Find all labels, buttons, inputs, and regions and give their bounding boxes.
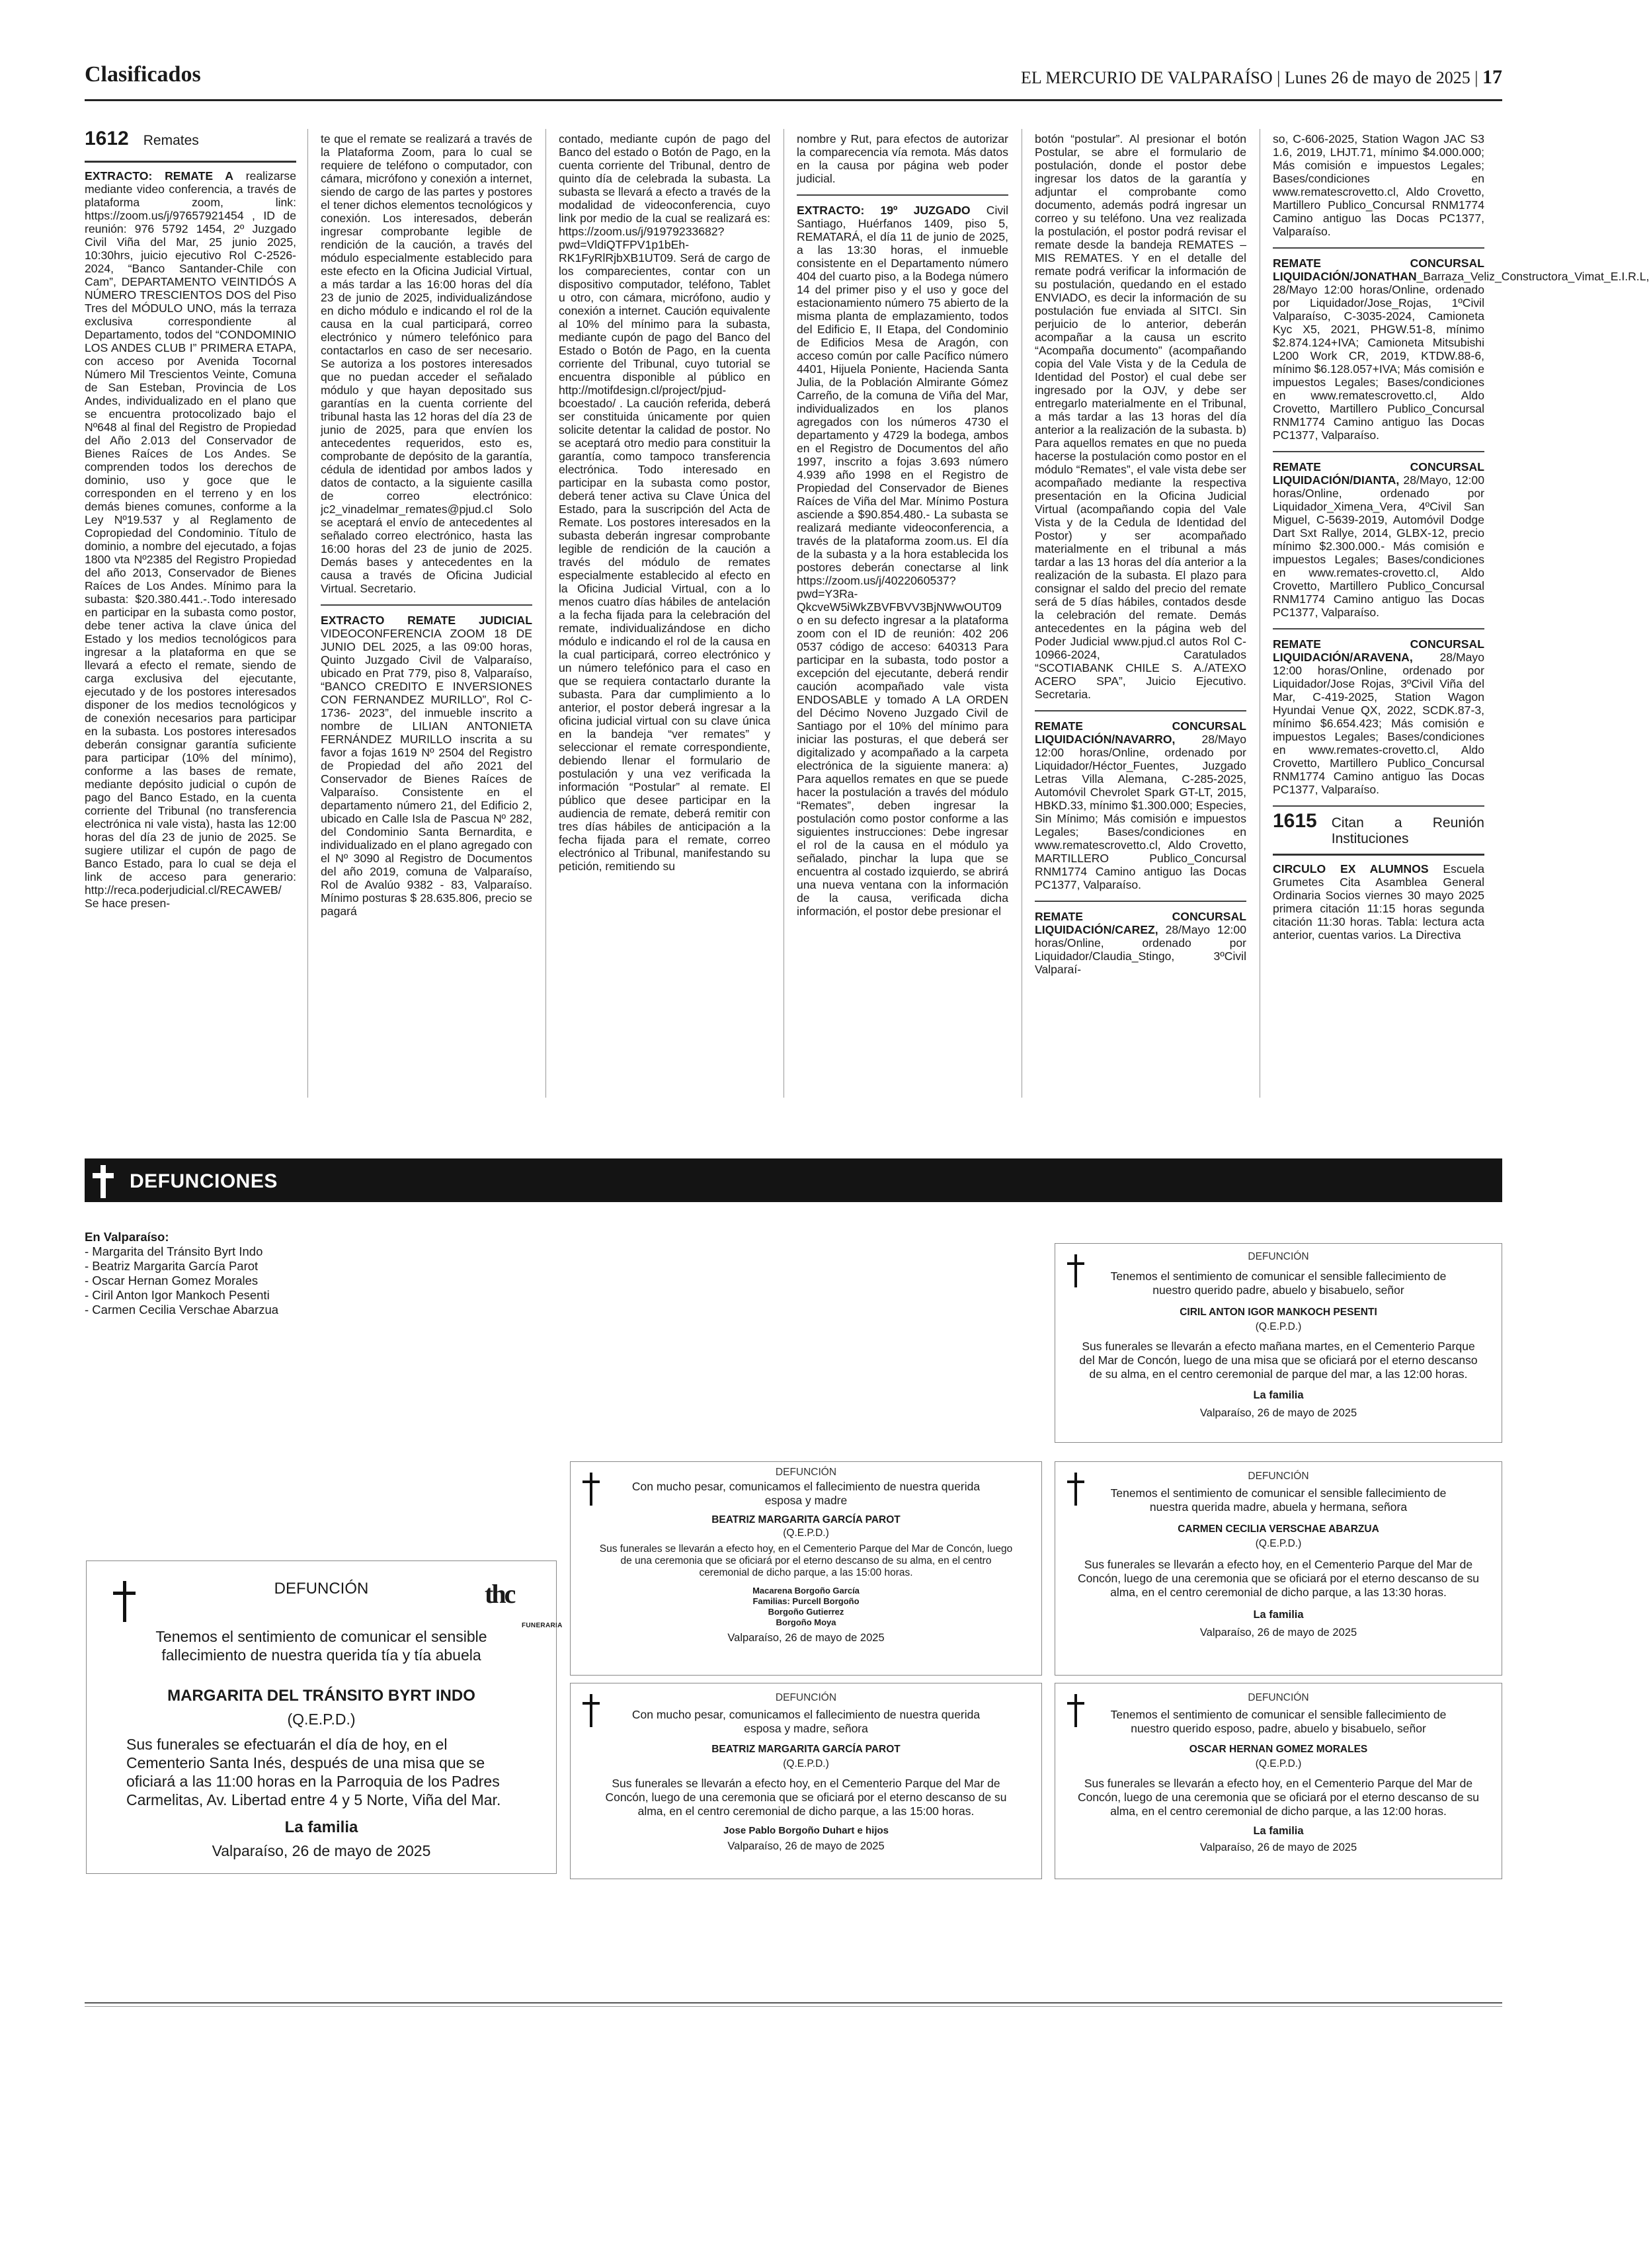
cross-icon xyxy=(583,1694,600,1727)
ad-separator xyxy=(1035,710,1246,711)
cross-icon xyxy=(90,1162,116,1199)
list-item: - Ciril Anton Igor Mankoch Pesenti xyxy=(85,1288,270,1302)
cross-icon xyxy=(583,1473,600,1506)
classified-ad xyxy=(559,132,770,873)
ad-separator xyxy=(1035,901,1246,902)
classified-ad xyxy=(1273,132,1484,238)
section-rule xyxy=(85,161,296,163)
classified-ad xyxy=(1273,637,1484,796)
ad-body: realizarse mediante video conferencia, a través de plataforma zoom, link: https://zoom.us/j/97657921454 , ID de reunión: 976 5792 1454, 2º Juzgado Civil Viña del Mar, 25 junio 2025, 10:30hrs, juicio ejecutivo Rol C-2526-2024, “Banco Santander-Chile con Cam”, DEPARTAMENTO VEINTIDÓS A NÚMERO TRESCIENTOS DOS del Piso Tres del MÓDULO UNO, más la terraza exclusiva correspondiente al Departamento, todos del “CONDOMINIO LOS ANDES CLUB I” PRIMERA ETAPA, con acceso por Avenida Tocornal Número Mil Trescientos Veinte, Comuna de San Esteban, Provincia de Los Andes, individualizado en el plano que se encuentra protocolizado bajo el Nº648 al final del Registro de Propiedad del Año 2.013 del Conservador de Bienes Raíces de Los Andes. Se comprenden todos los derechos de dominio, uso y goce que le corresponden en el terreno y en los demás bienes comunes, conforme a la Ley Nº19.537 y al Reglamento de Copropiedad del Condominio. Título de dominio, a nombre del ejecutado, a fojas 1800 vta Nº2385 del Registro Propiedad del año 2013, Conservador de Bienes Raíces de Los Andes. Mínimo para la subasta: $20.380.441.-.Todo interesado en participar en la subasta como postor, debe tener activa la clave única del Estado y los medios tecnológicos para ingresar a la plataforma en que se llevará a efecto el remate, siendo de carga exclusiva del ejecutante, ejecutado y de los postores interesados disponer de los medios tecnológicos y de conexión necesarios para participar en la subasta. Los postores interesados deberán consignar garantía suficiente para participar (10% del mínimo), conforme a las bases de remate, mediante depósito judicial o cupón de pago del Banco Estado, en la cuenta corriente del Tribunal (no transferencia electrónica ni vale vista), hasta las 12:00 horas del día 23 de junio de 2025. Se sugiere utilizar el cupón de pago de Banco Estado, para lo cual se deja el link de acceso para generario: http://reca.poderjudicial.cl/RECAWEB/ Se hace presen- xyxy=(85,169,296,910)
notice-label: DEFUNCIÓN xyxy=(1248,1251,1309,1262)
ad-lead: REMATE CONCURSAL LIQUIDACIÓN/CAREZ, xyxy=(1035,910,1246,936)
list-item: - Margarita del Tránsito Byrt Indo xyxy=(85,1244,263,1258)
notice-date: Valparaíso, 26 de mayo de 2025 xyxy=(212,1842,431,1859)
section-number: 1615 xyxy=(1273,810,1317,832)
logo-caption: FUNERARIA xyxy=(522,1622,563,1629)
notice-signature: La familia xyxy=(1253,1389,1304,1401)
funeral-details: Sus funerales se llevarán a efecto mañana martes, en el Cementerio Parque del Mar de Concón, luego de una misa que se oficiará por el eterno descanso de su alma, en el centro ceremonial de parque del mar, a las 12:00 horas. xyxy=(1079,1340,1478,1381)
notice-signature xyxy=(571,1586,1041,1628)
notice-label: DEFUNCIÓN xyxy=(1248,1471,1309,1482)
ad-body: 28/Mayo 12:00 horas/Online, ordenado por Liquidador/Héctor_Fuentes, Juzgado Letras Villa Alemana, C-285-2025, Automóvil Chevrolet Spark GT-LT, 2015, HBKD.33, mínimo $1.300.000; Especies, Sin Mínimo; Más comisión e impuestos Legales; Bases/condiciones en www.rematescrovetto.cl, Aldo Crovetto, MARTILLERO Publico_Concursal RNM1774 Camino antiguo las Docas PC1377, Valparaíso. xyxy=(1035,733,1246,891)
ad-body: VIDEOCONFERENCIA ZOOM 18 DE JUNIO DEL 2025, a las 09:00 horas, Quinto Juzgado Civil de Valparaíso, ubicado en Prat 779, piso 8, Valparaíso, “BANCO CREDITO E INVERSIONES CON FERNANDEZ MURILLO”, Rol C-1736- 2023”, del inmueble inscrito a nombre de LILIAN ANTONIETA FERNÁNDEZ MURILLO inscrita a su favor a fojas 1619 Nº 2504 del Registro de Propiedad del año 2021 del Conservador de Bienes Raíces de Valparaíso. Consistente en el departamento número 21, del Edificio 2, ubicado en Calle Isla de Pascua Nº 282, del Condominio Santa Bernardita, e individualizado en el plano agregado con el Nº 3090 al Registro de Documentos del año 2019, comuna de Valparaíso, Rol de Avalúo 9382 - 83, Valparaíso. Mínimo posturas $ 28.635.806, precio se pagará xyxy=(321,627,532,918)
notice-message: Tenemos el sentimiento de comunicar el sensible fallecimiento de nuestro querido esposo, padre, abuelo y bisabuelo, señor xyxy=(1110,1708,1447,1735)
ad-body: so, C-606-2025, Station Wagon JAC S3 1.6, 2019, LHJT.71, mínimo $4.000.000; Más comisión e impuestos Legales; Bases/condiciones en www.rematescrovetto.cl, Aldo Crovetto, Martillero Publico_Concursal RNM1774 Camino antiguo las Docas PC1377, Valparaíso. xyxy=(1273,132,1484,238)
classified-ad xyxy=(321,614,532,918)
deceased-list xyxy=(85,1230,278,1317)
cross-icon xyxy=(1067,1694,1084,1727)
classified-ad xyxy=(1035,910,1246,976)
classified-column-6 xyxy=(1273,132,1649,1098)
funeraria-logo xyxy=(482,1578,563,1629)
notice-signature: La familia xyxy=(1253,1609,1304,1621)
newspaper-name: EL MERCURIO DE VALPARAÍSO xyxy=(1021,68,1273,87)
classified-ad xyxy=(321,132,532,595)
funeral-details: Sus funerales se llevarán a efecto hoy, en el Cementerio Parque del Mar de Concón, luego de una ceremonia que se oficiará por el eterno descanso de su alma, en el centro ceremonial de dicho parque, a las 15:00 horas. xyxy=(599,1543,1013,1578)
obituary-notice-margarita xyxy=(86,1560,563,1874)
qepd: (Q.E.P.D.) xyxy=(783,1758,829,1769)
notice-label: DEFUNCIÓN xyxy=(775,1692,837,1703)
classified-ad xyxy=(1273,257,1649,442)
funeral-details: Sus funerales se llevarán a efecto hoy, en el Cementerio Parque del Mar de Concón, luego de una ceremonia que se oficiará por el eterno descanso de su alma, en el centro ceremonial de dicho parque, a las 12:00 horas. xyxy=(1077,1777,1480,1818)
logo-mark: thc xyxy=(485,1579,514,1609)
section-heading-reunion xyxy=(1273,810,1484,847)
footer-rule xyxy=(85,2002,1502,2004)
family-line: Borgoño Moya xyxy=(776,1617,836,1627)
cross-icon xyxy=(1067,1473,1084,1506)
section-label: Citan a Reunión Instituciones xyxy=(1331,815,1484,846)
family-line: Macarena Borgoño García xyxy=(752,1586,860,1596)
notice-date: Valparaíso, 26 de mayo de 2025 xyxy=(1199,1842,1357,1853)
ad-lead: EXTRACTO: 19º JUZGADO xyxy=(797,204,971,217)
notice-date: Valparaíso, 26 de mayo de 2025 xyxy=(727,1632,885,1644)
ad-separator xyxy=(1273,247,1484,249)
ad-lead: REMATE CONCURSAL LIQUIDACIÓN/NAVARRO, xyxy=(1035,719,1246,746)
list-item: - Oscar Hernan Gomez Morales xyxy=(85,1274,259,1287)
cross-icon xyxy=(1067,1254,1084,1287)
ad-lead: EXTRACTO: REMATE A xyxy=(85,169,233,182)
ad-separator xyxy=(1273,805,1484,807)
ad-body: 28/Mayo, 12:00 horas/Online, ordenado por Liquidador_Ximena_Vera, 4ºCivil San Miguel, C-5639-2019, Automóvil Dodge Dart Sxt Rallye, 2014, GLBX-12, precio mínimo $2.300.000.- Más comisión e impuestos Legales; Bases/condiciones en www.remates-crovetto.cl, Aldo Crovetto, Martillero Publico_Concursal RNM1774 Camino antiguo las Docas PC1377, Valparaíso. xyxy=(1273,473,1484,619)
ad-separator xyxy=(321,604,532,606)
notice-message: Tenemos el sentimiento de comunicar el sensible fallecimiento de nuestro querido padre, abuelo y bisabuelo, señor xyxy=(1110,1270,1447,1297)
classified-column-5 xyxy=(1035,132,1246,1098)
ad-separator xyxy=(797,194,1008,196)
classified-column-3 xyxy=(559,132,770,1098)
issue-date: Lunes 26 de mayo de 2025 xyxy=(1284,68,1470,87)
notice-message: Tenemos el sentimiento de comunicar el sensible fallecimiento de nuestra querida madre, abuela y hermana, señora xyxy=(1110,1486,1447,1514)
notice-date: Valparaíso, 26 de mayo de 2025 xyxy=(1199,1627,1357,1639)
ad-lead: EXTRACTO REMATE JUDICIAL xyxy=(321,614,532,627)
ad-body: contado, mediante cupón de pago del Banco del estado o Botón de Pago, en la cuenta corriente del Tribunal, dentro de quinto día de celebrada la subasta. La subasta se llevará a efecto a través de la modalidad de videoconferencia, cuyo link por medio de la cual se realizará es: https://zoom.us/j/91979233682?pwd=VldiQTFPV1p1bEh-RK1FyRlRjbXB1UT09. Será de cargo de los comparecientes, contar con un dispositivo computador, teléfono, Tablet u otro, con cámara, micrófono, audio y conexión a internet. Caución equivalente al 10% del mínimo para la subasta, mediante cupón de pago del Banco del Estado o Botón de Pago, en la cuenta corriente del Tribunal, cuyo tutorial se encuentra disponible al público en http://motifdesign.cl/project/pjud-bcoestado/ . La caución referida, deberá ser constituida únicamente por quien solicite detentar la calidad de postor. No se aceptará otro medio para constituir la garantía, como tampoco transferencia electrónica. Todo interesado en participar en la subasta como postor, deberá tener activa su Clave Única del Estado, para la suscripción del Acta de Remate. Los postores interesados en la subasta deberán ingresar comprobante legible de rendición de la caución a través del módulo de remates especialmente establecido al efecto en la Oficina Judicial Virtual, con a lo menos cuatro días hábiles de antelación a la fecha fijada para la celebración del remate, individualizándose en dicho módulo e indicando el rol de la causa en la cual participará, correo electrónico y un número telefónico para el caso en que se requiera contactarlo durante la subasta. Para dar cumplimiento a lo anterior, el postor deberá ingresar a la oficina judicial virtual con su clave única en la bandeja “ver remates” y seleccionar el remate correspondiente, debiendo llenar el formulario de postulación y una vez verificada la información “Postular” al remate. El público que desee participar en la audiencia de remate, deberá remitir con tres días hábiles de anticipación a la fecha fijada para el remate, correo electrónico al Tribunal, manifestando su petición, remitiendo su xyxy=(559,132,770,873)
ad-body: _Barraza_Veliz_Constructora_Vimat_E.I.R.L, 28/Mayo 12:00 horas/Online, ordenado por Liquidador/Jose_Rojas, 1ºCivil Valparaíso, C-3035-2024, Camioneta Kyc X5, 2021, PHGW.51-8, mínimo $2.874.124+IVA; Camioneta Mitsubishi L200 Work CR, 2019, KTDW.88-6, mínimo $6.128.057+IVA; Más comisión e impuestos Legales; Bases/condiciones en www.rematescrovetto.cl, Aldo Crovetto, Martillero Publico_Concursal RNM1774 Camino antiguo las Docas PC1377, Valparaíso. xyxy=(1273,270,1649,442)
obituary-notice-beatriz-1 xyxy=(570,1461,1042,1676)
deceased-list-title: En Valparaíso: xyxy=(85,1230,169,1244)
deceased-name: BEATRIZ MARGARITA GARCÍA PAROT xyxy=(711,1744,901,1755)
obituary-notice-oscar xyxy=(1055,1683,1502,1879)
classified-ad xyxy=(1273,460,1484,619)
deceased-name: OSCAR HERNAN GOMEZ MORALES xyxy=(1189,1744,1368,1755)
qepd: (Q.E.P.D.) xyxy=(1255,1758,1302,1769)
classified-column-4 xyxy=(797,132,1008,1098)
cross-icon xyxy=(113,1581,136,1622)
list-item: - Carmen Cecilia Verschae Abarzua xyxy=(85,1303,279,1316)
ad-separator xyxy=(1273,451,1484,452)
notice-message: Tenemos el sentimiento de comunicar el sensible fallecimiento de nuestra querida tía y tía abuela xyxy=(155,1628,487,1664)
ad-body: te que el remate se realizará a través de la Plataforma Zoom, para lo cual se requiere de teléfono o computador, con cámara, micrófono y conexión a internet, siendo de cargo de las partes y postores el tener dichos elementos tecnológicos y conexión. Los interesados, deberán ingresar comprobante legible de rendición de la caución, a través del módulo especialmente establecido para este efecto en la Oficina Judicial Virtual, a más tardar a las 16:00 horas del día 23 de junio de 2025, individualizándose en dicho módulo e indicando el rol de la causa en la cual participará, correo electrónico y número telefónico para contactarlos en caso de ser necesario. Se autoriza a los postores interesados que no puedan acceder el señalado módulo y que hayan depositado sus garantías en la cuenta corriente del tribunal hasta las 12 horas del día 23 de junio de 2025, para que envíen los antecedentes requeridos, esto es, comprobante de depósito de la garantía, cédula de identidad por ambos lados y datos de contacto, a la siguiente casilla de correo electrónico: jc2_vinadelmar_remates@pjud.cl Solo se aceptará el envío de antecedentes al señalado correo electrónico, hasta las 16:00 horas del 23 de junio de 2025. Demás bases y antecedentes en la causa a través de Oficina Judicial Virtual. Secretario. xyxy=(321,132,532,595)
classified-ad xyxy=(85,169,296,910)
classified-ad xyxy=(1035,132,1246,701)
deceased-name: MARGARITA DEL TRÁNSITO BYRT INDO xyxy=(167,1687,475,1705)
notice-message: Con mucho pesar, comunicamos el fallecimiento de nuestra querida esposa y madre, señora xyxy=(631,1708,981,1735)
ad-body: botón “postular”. Al presionar el botón Postular, se abre el formulario de postulación, donde el postor debe ingresar los datos de la garantía y adjuntar el comprobante como documento, además podrá ingresar un correo y su teléfono. Una vez realizada la postulación, el postor podrá revisar el remate desde la bandeja REMATES – MIS REMATES. Y en el detalle del remate podrá verificar la información de su postulación, quedando en el estado ENVIADO, es decir la información de su postulación fue enviada al SITCI. Sin perjuicio de lo anterior, deberán acompañar a la causa un escrito “Acompaña documento” (acompañando copia del Vale Vista y de la Cedula de Identidad del Postor) el cual debe ser ingresado por la OJV, y debe ser entregarlo materialmente en el Tribunal, a más tardar a las 13 horas del día anterior a la realización de la subasta. b) Para aquellos remates en que no pueda hacerse la postulación como postor en el módulo “Remates”, el vale vista debe ser acompañado mediante la respectiva presentación en la Oficina Judicial Virtual (acompañando copia del Vale Vista y de la Cedula de Identidad del Postor) y ser acompañado materialmente en el tribunal a más tardar a las 13 horas del día anterior a la realización de la subasta. El plazo para consignar el saldo del precio del remate será de 5 días hábiles, contados desde la celebración del remate. Demás antecedentes en la página web del Poder Judicial www.pjud.cl autos Rol C-10966-2024, Caratulados “SCOTIABANK CHILE S. A./ATEXO ACERO SPA”, Juicio Ejecutivo. Secretaria. xyxy=(1035,132,1246,701)
ad-body: Civil Santiago, Huérfanos 1409, piso 5, REMATARÁ, el día 11 de junio de 2025, a las 13:30 horas, el inmueble consistente en el Departamento número 404 del cuarto piso, a la Bodega número 14 del primer piso y el uso y goce del estacionamiento número 75 abierto de la misma planta de emplazamiento, todos del Edificio E, II Etapa, del Condominio de Edificios Mesa de Aragón, con acceso común por calle Pacífico número 4401, Hijuela Poniente, Hacienda Santa Julia, de la Población Almirante Gómez Carreño, de la comuna de Viña del Mar, individualizados en los planos agregados con los números 4730 el departamento y 4729 la bodega, ambos en el Registro de Documentos del año 1997, inscrito a fojas 3.693 número 4.939 año 1998 en el Registro de Propiedad del Conservador de Bienes Raíces de Viña del Mar. Mínimo Postura asciende a $90.854.480.- La subasta se realizará mediante videoconferencia, a través de la plataforma zoom.us. El día de la subasta y a la hora establecida los postores deberán conectarse al link https://zoom.us/j/4022060537?pwd=Y3Ra-QkcveW5iWkZBVFBVV3BjNWwOUT09 o en su defecto ingresar a la plataforma zoom con el ID de reunión: 402 206 0537 código de acceso: 640313 Para participar en la subasta, todo postor a excepción del ejecutante, deberá rendir caución acompañado vale vista ENDOSABLE y tomado A LA ORDEN del Décimo Noveno Juzgado Civil de Santiago por el 10% del mínimo para iniciar las posturas, el que deberá ser digitalizado y acompañado a la carpeta electrónica de la siguiente manera: a) Para aquellos remates en que se puede hacer la postulación a través del módulo “Remates”, deben ingresar la postulación como postor conforme a las siguientes instrucciones: Debe ingresar el rol de la causa en el módulo ya señalado, pinchar la lupa que se encuentra al costado izquierdo, se abrirá una nueva ventana con la información de la causa, verificada dicha información, el postor debe presionar el xyxy=(797,204,1008,918)
defunciones-title: DEFUNCIONES xyxy=(130,1170,278,1192)
column-rule xyxy=(545,129,546,1098)
deceased-name: BEATRIZ MARGARITA GARCÍA PAROT xyxy=(711,1514,901,1525)
ad-body: 28/Mayo 12:00 horas/Online, ordenado por Liquidador/Claudia_Stingo, 3ºCivil Valparaí- xyxy=(1035,923,1246,976)
section-title: Clasificados xyxy=(85,62,201,87)
section-rule xyxy=(1273,854,1484,856)
ad-lead: REMATE CONCURSAL LIQUIDACIÓN/DIANTA, xyxy=(1273,460,1484,487)
notice-message: Con mucho pesar, comunicamos el fallecimiento de nuestra querida esposa y madre xyxy=(631,1480,981,1507)
column-rule xyxy=(307,129,308,1098)
family-line: Familias: Purcell Borgoño xyxy=(752,1596,860,1606)
classified-ad xyxy=(1273,862,1484,942)
obituary-notice-ciril xyxy=(1055,1243,1502,1443)
section-label: Remates xyxy=(143,133,199,148)
funeral-details: Sus funerales se efectuarán el día de hoy, en el Cementerio Santa Inés, después de una misa que se oficiará a las 11:00 horas en la Parroquia de los Padres Carmelitas, Av. Libertad entre 4 y 5 Norte, Viña del Mar. xyxy=(126,1736,501,1808)
classified-ad xyxy=(1035,719,1246,891)
ad-lead: REMATE CONCURSAL LIQUIDACIÓN/JONATHAN xyxy=(1273,257,1484,283)
ad-separator xyxy=(1273,628,1484,629)
ad-body: nombre y Rut, para efectos de autorizar la comparecencia vía remota. Más datos en la causa por página web poder judicial. xyxy=(797,132,1008,185)
page-header-info: EL MERCURIO DE VALPARAÍSO | Lunes 26 de mayo de 2025 | 17 xyxy=(1021,66,1502,88)
deceased-name: CARMEN CECILIA VERSCHAE ABARZUA xyxy=(1178,1523,1379,1535)
notice-signature: La familia xyxy=(1253,1825,1304,1837)
obituary-notice-carmen xyxy=(1055,1461,1502,1676)
list-item: - Beatriz Margarita García Parot xyxy=(85,1259,259,1273)
classified-column-1 xyxy=(85,128,296,1098)
family-line: Borgoño Gutierrez xyxy=(768,1607,844,1617)
qepd: (Q.E.P.D.) xyxy=(287,1711,356,1728)
qepd: (Q.E.P.D.) xyxy=(783,1527,829,1539)
qepd: (Q.E.P.D.) xyxy=(1255,1321,1302,1332)
qepd: (Q.E.P.D.) xyxy=(1255,1538,1302,1549)
ad-lead: CIRCULO EX ALUMNOS xyxy=(1273,862,1429,875)
section-heading-remates xyxy=(85,128,296,149)
notice-label: DEFUNCIÓN xyxy=(775,1467,837,1478)
notice-signature: Jose Pablo Borgoño Duhart e hijos xyxy=(723,1825,889,1836)
funeral-details: Sus funerales se llevarán a efecto hoy, en el Cementerio Parque del Mar de Concón, luego de una ceremonia que se oficiará por el eterno descanso de su alma, en el centro ceremonial de dicho parque, a las 15:00 horas. xyxy=(605,1777,1007,1818)
ad-body: Escuela Grumetes Cita Asamblea General Ordinaria Socios viernes 30 mayo 2025 primera citación 11:15 horas segunda citación 11:30 horas. Tabla: lectura acta anterior, cuentas varios. La Directiva xyxy=(1273,862,1484,942)
notice-label: DEFUNCIÓN xyxy=(1248,1692,1309,1703)
section-number: 1612 xyxy=(85,128,129,149)
classified-ad xyxy=(797,132,1008,185)
notice-date: Valparaíso, 26 de mayo de 2025 xyxy=(1199,1407,1357,1419)
classified-ad xyxy=(797,204,1008,918)
deceased-name: CIRIL ANTON IGOR MANKOCH PESENTI xyxy=(1180,1307,1377,1318)
funeral-details: Sus funerales se llevarán a efecto hoy, en el Cementerio Parque del Mar de Concón, luego de una ceremonia que se oficiará por el eterno descanso de su alma, en el centro ceremonial de dicho parque, a las 13:30 horas. xyxy=(1077,1558,1480,1599)
header-rule xyxy=(85,99,1502,101)
page-number: 17 xyxy=(1482,66,1502,88)
footer-rule xyxy=(85,2006,1502,2007)
notice-signature: La familia xyxy=(284,1818,358,1836)
ad-body: 28/Mayo 12:00 horas/Online, ordenado por Liquidador/Jose Rojas, 3ºCivil Viña del Mar, C-419-2025, Station Wagon Hyundai Venue QX, 2022, SCDK.87-3, mínimo $6.654.423; Más comisión e impuestos Legales; Bases/condiciones en www.remates-crovetto.cl, Aldo Crovetto, Martillero Publico_Concursal RNM1774 Camino antiguo las Docas PC1377, Valparaíso. xyxy=(1273,651,1484,796)
classified-column-2 xyxy=(321,132,532,1098)
defunciones-banner xyxy=(85,1158,1502,1202)
obituary-notice-beatriz-2 xyxy=(570,1683,1042,1879)
notice-date: Valparaíso, 26 de mayo de 2025 xyxy=(727,1840,885,1852)
ad-lead: REMATE CONCURSAL LIQUIDACIÓN/ARAVENA, xyxy=(1273,637,1484,664)
notice-label: DEFUNCIÓN xyxy=(274,1580,369,1598)
